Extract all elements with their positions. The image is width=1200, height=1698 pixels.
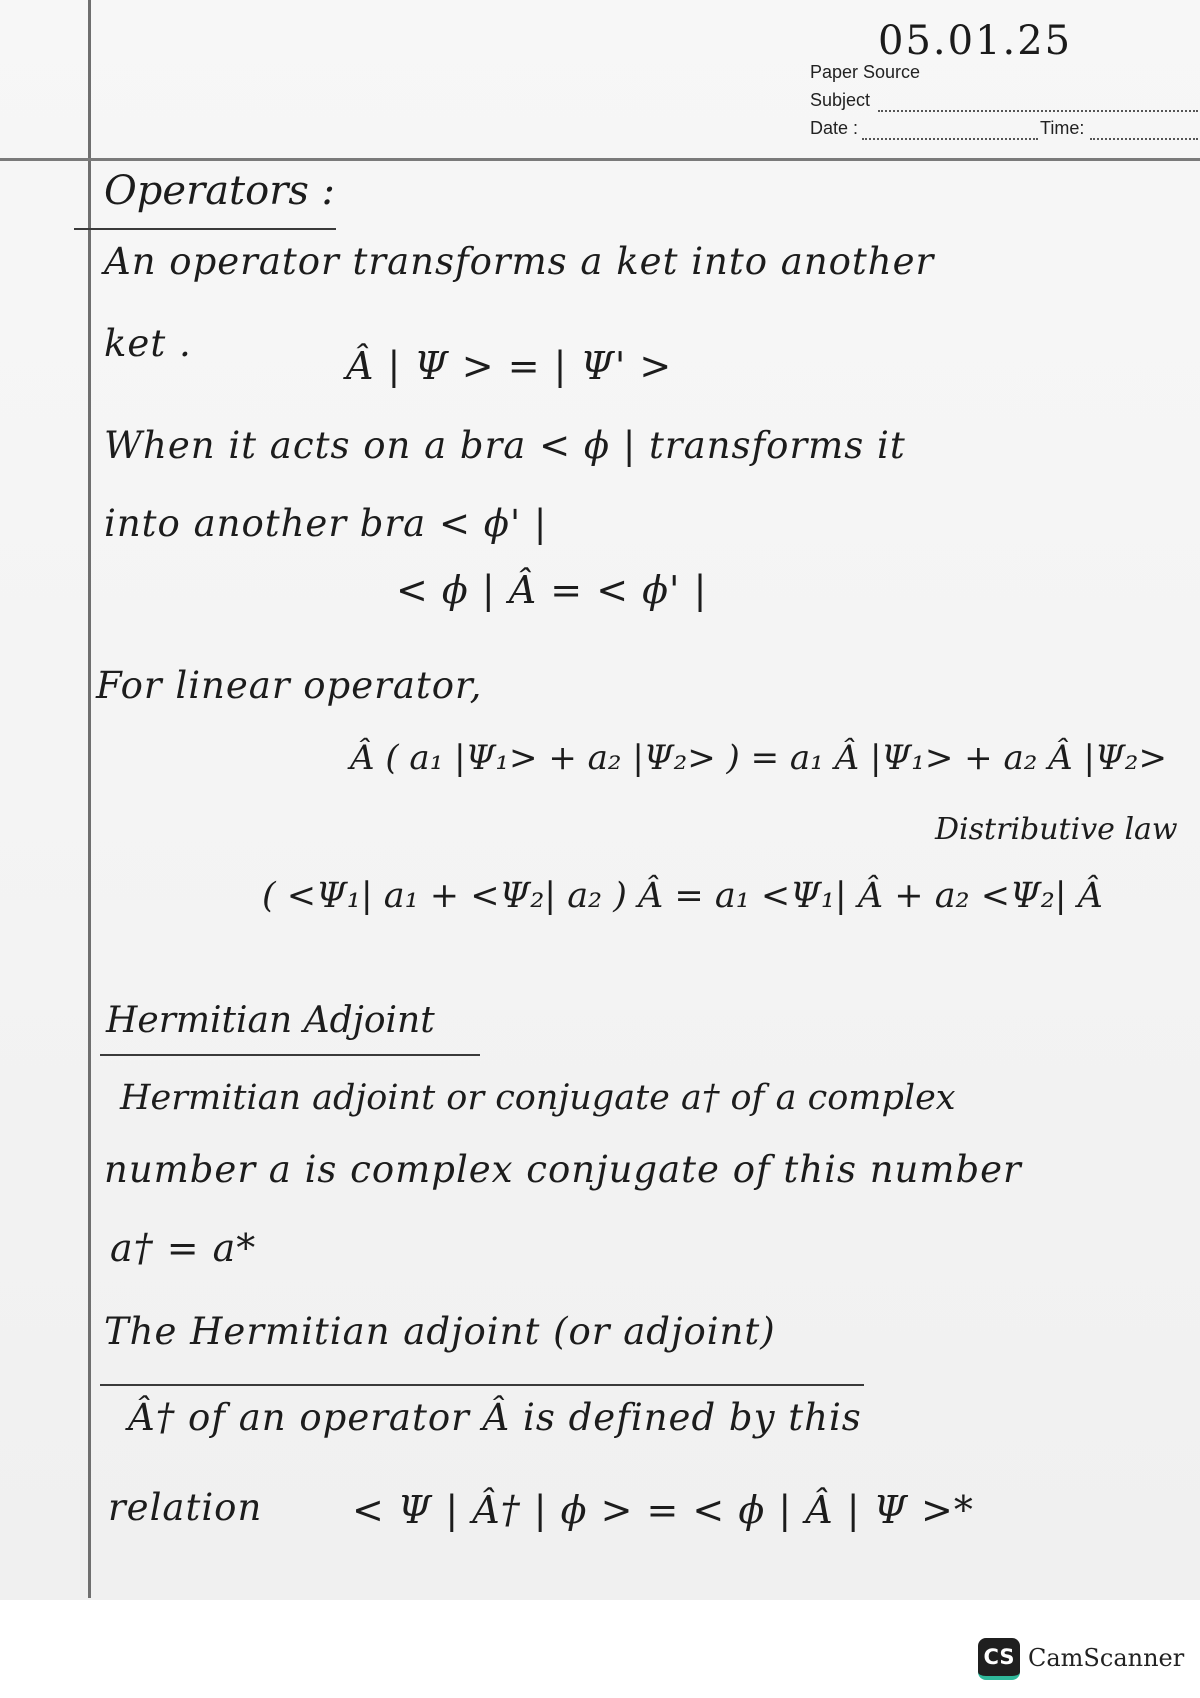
- equation-linear-bra: ( <Ψ₁| a₁ + <Ψ₂| a₂ ) Â = a₁ <Ψ₁| Â + a₂ <Ψ₂| Â: [262, 876, 1103, 916]
- time-dotted-line: [1090, 138, 1198, 140]
- date-dotted-line: [862, 138, 1038, 140]
- subject-label: Subject: [810, 90, 871, 110]
- date-label: Date :: [810, 118, 859, 138]
- note-line-2: ket .: [104, 322, 192, 365]
- note-line-9: Â† of an operator Â is defined by this: [128, 1396, 862, 1439]
- note-line-4: into another bra < ϕ' |: [104, 502, 548, 545]
- operators-underline: [74, 228, 336, 230]
- subject-dotted-line: [878, 110, 1198, 112]
- note-line-3: When it acts on a bra < ϕ | transforms it: [104, 424, 906, 467]
- equation-complex-adjoint: a† = a*: [110, 1226, 257, 1270]
- hermitian-adjoint-heading: Hermitian Adjoint: [106, 1000, 435, 1041]
- camscanner-logo-icon: CS: [978, 1638, 1020, 1680]
- camscanner-brand: CamScanner: [1028, 1644, 1185, 1672]
- margin-line: [88, 0, 91, 1598]
- paper-source-label: Paper Source: [810, 62, 921, 82]
- equation-bra-transform: < ϕ | Â = < ϕ' |: [396, 568, 708, 612]
- note-line-1: An operator transforms a ket into another: [104, 240, 935, 283]
- header-rule: [0, 158, 1200, 161]
- equation-linear-ket: Â ( a₁ |Ψ₁> + a₂ |Ψ₂> ) = a₁ Â |Ψ₁> + a₂ Â |Ψ₂>: [350, 738, 1167, 778]
- distributive-law-note: Distributive law: [935, 812, 1178, 847]
- operators-heading: Operators :: [104, 168, 336, 214]
- adjoint-definition-underline: [100, 1384, 864, 1386]
- note-line-10: relation: [108, 1486, 263, 1529]
- hermitian-heading-underline: [100, 1054, 480, 1056]
- note-line-6: Hermitian adjoint or conjugate a† of a complex: [120, 1078, 956, 1118]
- note-line-5: For linear operator,: [96, 664, 483, 707]
- time-label: Time:: [1040, 118, 1085, 138]
- equation-ket-transform: Â | Ψ > = | Ψ' >: [346, 344, 673, 388]
- note-line-8: The Hermitian adjoint (or adjoint): [104, 1310, 776, 1353]
- handwritten-date: 05.01.25: [878, 18, 1073, 64]
- note-line-7: number a is complex conjugate of this number: [104, 1148, 1022, 1191]
- equation-adjoint-definition: < Ψ | Â† | ϕ > = < ϕ | Â | Ψ >*: [352, 1488, 974, 1532]
